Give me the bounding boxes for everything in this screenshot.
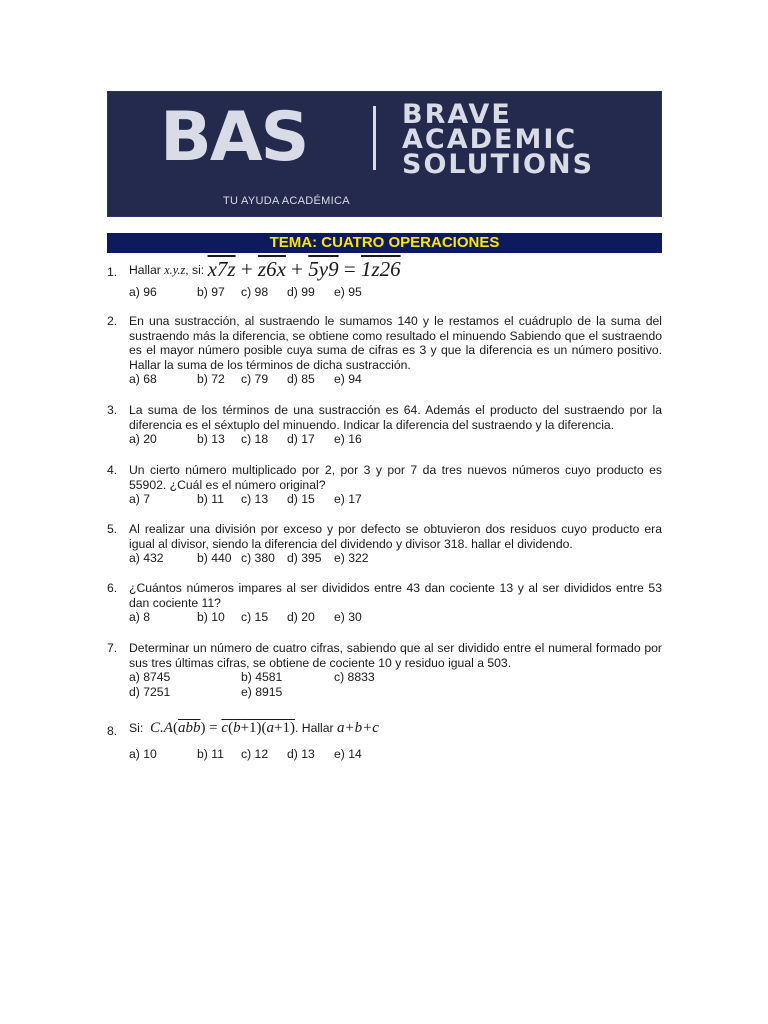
- answer-options-row-2: [129, 685, 662, 700]
- option-b[interactable]: b) 4581: [241, 670, 283, 685]
- option-a[interactable]: a) 96: [129, 285, 157, 299]
- question-8: [107, 721, 662, 762]
- option-b[interactable]: b) 13: [197, 432, 225, 447]
- option-d[interactable]: d) 17: [287, 432, 315, 447]
- option-c[interactable]: c) 15: [241, 610, 269, 625]
- option-b[interactable]: b) 440: [197, 551, 232, 566]
- question-2: [107, 314, 662, 387]
- variables: x.y.z: [164, 263, 186, 277]
- option-a[interactable]: a) 8: [129, 610, 151, 625]
- option-a[interactable]: a) 8745: [129, 670, 171, 685]
- equation: x7z + z6x + 5y9 = 1z26: [207, 257, 401, 281]
- question-number: 7.: [107, 641, 118, 655]
- question-3: [107, 403, 662, 447]
- option-e[interactable]: e) 16: [334, 432, 362, 447]
- option-e[interactable]: e) 8915: [241, 685, 283, 700]
- question-5: [107, 522, 662, 566]
- option-d[interactable]: d) 395: [287, 551, 322, 566]
- question-4: [107, 463, 662, 507]
- question-text: ¿Cuántos números impares al ser divididos entre 43 dan cociente 13 y al ser divididos entre 53 dan cociente 11?: [129, 581, 662, 610]
- logo-divider: [373, 106, 376, 170]
- question-text: Un cierto número multiplicado por 2, por 3 y por 7 da tres nuevos números cuyo producto es 55902. ¿Cuál es el número original?: [129, 463, 662, 492]
- option-b[interactable]: b) 10: [197, 610, 225, 625]
- bas-logo: BAS: [160, 98, 308, 177]
- question-number: 2.: [107, 314, 118, 328]
- option-c[interactable]: c) 98: [241, 285, 269, 299]
- question-6: [107, 581, 662, 625]
- brand-banner: [107, 91, 662, 217]
- answer-options: [129, 551, 662, 566]
- option-e[interactable]: e) 94: [334, 372, 362, 387]
- brand-line-2: ACADEMIC: [402, 124, 578, 155]
- question-number: 8.: [107, 724, 118, 738]
- option-e[interactable]: e) 30: [334, 610, 362, 625]
- option-d[interactable]: d) 7251: [129, 685, 171, 700]
- brand-line-1: BRAVE: [402, 99, 512, 130]
- option-e[interactable]: e) 322: [334, 551, 369, 566]
- option-a[interactable]: a) 7: [129, 492, 151, 507]
- option-d[interactable]: d) 85: [287, 372, 315, 387]
- option-b[interactable]: b) 11: [197, 747, 224, 761]
- question-text: Determinar un número de cuatro cifras, sabiendo que al ser dividido entre el numeral formado por sus tres últimas cifras, se obtiene de cociente 10 y residuo igual a 503.: [129, 641, 662, 670]
- option-a[interactable]: a) 68: [129, 372, 157, 387]
- target-expression: a+b+c: [337, 720, 379, 736]
- answer-options: [129, 432, 662, 447]
- option-e[interactable]: e) 17: [334, 492, 362, 507]
- question-1: [107, 257, 662, 300]
- option-b[interactable]: b) 72: [197, 372, 225, 387]
- answer-options: [129, 492, 662, 507]
- answer-options: [129, 670, 662, 685]
- option-c[interactable]: c) 13: [241, 492, 269, 507]
- option-b[interactable]: b) 97: [197, 285, 225, 299]
- option-c[interactable]: c) 18: [241, 432, 269, 447]
- answer-options: [129, 372, 662, 387]
- answer-options: [129, 610, 662, 625]
- question-text: Al realizar una división por exceso y por defecto se obtuvieron dos residuos cuyo producto era igual al divisor, siendo la diferencia del dividendo y divisor 318. hallar el dividendo.: [129, 522, 662, 551]
- question-text: La suma de los términos de una sustracción es 64. Además el producto del sustraendo por la diferencia es el séxtuplo del minuendo. Indicar la diferencia del sustraendo y la diferencia.: [129, 403, 662, 432]
- question-number: 6.: [107, 581, 118, 595]
- question-number: 4.: [107, 463, 118, 477]
- option-c[interactable]: c) 79: [241, 372, 269, 387]
- question-7: [107, 641, 662, 700]
- question-text: Si: $C.A(\overline{abb}) = c(b+1)(a+1)$. Hallar a+b+c: [129, 720, 379, 736]
- option-d[interactable]: d) 15: [287, 492, 315, 507]
- option-c[interactable]: c) 12: [241, 747, 269, 761]
- answer-options: [129, 285, 662, 300]
- brand-line-3: SOLUTIONS: [402, 149, 595, 180]
- option-c[interactable]: c) 380: [241, 551, 275, 566]
- answer-options: [129, 747, 662, 762]
- brand-tagline: TU AYUDA ACADÉMICA: [223, 195, 350, 207]
- option-d[interactable]: d) 99: [287, 285, 315, 299]
- option-d[interactable]: d) 13: [287, 747, 315, 761]
- option-e[interactable]: e) 95: [334, 285, 362, 299]
- question-number: 3.: [107, 403, 118, 417]
- brand-name: [402, 99, 595, 180]
- question-text: En una sustracción, al sustraendo le sumamos 140 y le restamos el cuádruplo de la suma del sustraendo más la diferencia, se obtiene como resultado el minuendo Sabiendo que el sustraendo es el mayor número posible cuya suma de cifras es 3 y que la diferencia es un número positivo. Hallar la suma de los términos de dicha sustracción.: [129, 314, 662, 372]
- question-number: 1.: [107, 265, 118, 279]
- option-a[interactable]: a) 432: [129, 551, 164, 566]
- option-d[interactable]: d) 20: [287, 610, 315, 625]
- option-e[interactable]: e) 14: [334, 747, 362, 761]
- option-a[interactable]: a) 20: [129, 432, 157, 447]
- topic-heading: TEMA: CUATRO OPERACIONES: [107, 233, 662, 253]
- option-a[interactable]: a) 10: [129, 747, 157, 761]
- question-text: Hallar x.y.z, si: x7z + z6x + 5y9 = 1z26: [129, 257, 401, 281]
- option-b[interactable]: b) 11: [197, 492, 224, 507]
- option-c[interactable]: c) 8833: [334, 670, 375, 685]
- equation: $C.A(\overline{abb}) = c(b+1)(a+1)$: [150, 720, 295, 736]
- question-number: 5.: [107, 522, 118, 536]
